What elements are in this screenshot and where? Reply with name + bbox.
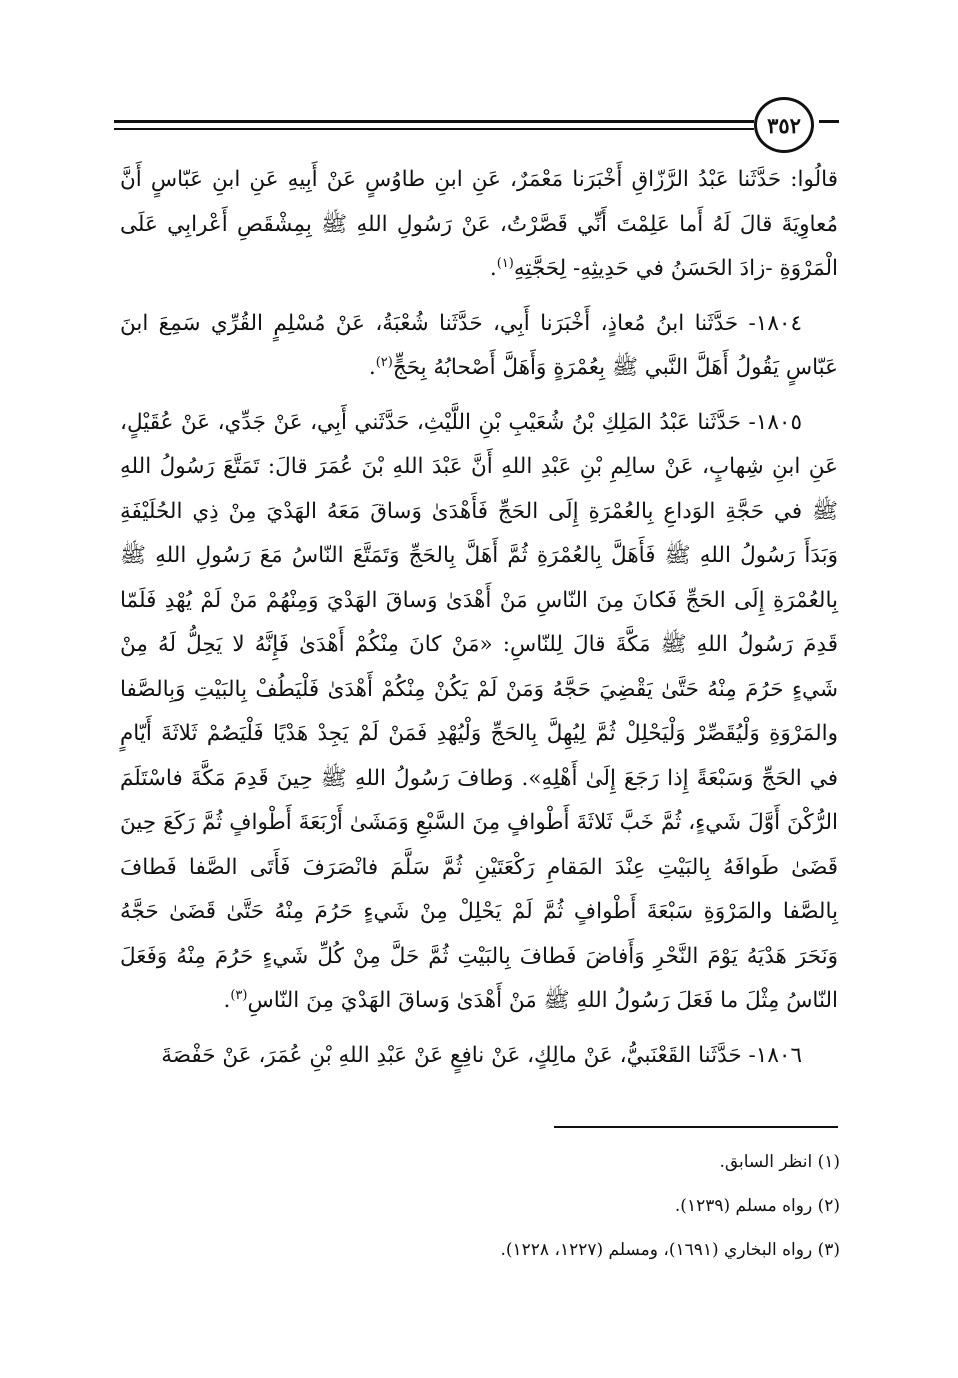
footnote-ref-1: (١) <box>496 255 514 271</box>
main-text <box>120 158 838 1078</box>
hadith-1806 <box>120 1034 838 1079</box>
header-rule-right <box>819 120 839 123</box>
footnotes <box>120 1140 840 1272</box>
paragraph-text: ١٨٠٥- حَدَّثَنا عَبْدُ المَلِكِ بْنُ شُعَيْبِ بْنِ اللَّيْثِ، حَدَّثَني أَبِي، عَنْ جَدِّي، عَنْ عُقَيْلٍ، عَنِ ابنِ شِهابٍ، عَنْ سالِمِ بْنِ عَبْدِ اللهِ أَنَّ عَبْدَ اللهِ بْنَ عُمَرَ قالَ: تَمَتَّعَ رَسُولُ اللهِ ﷺ في حَجَّةِ الوَداعِ بِالعُمْرَةِ إِلَى الحَجِّ فَأَهْدَىٰ وَساقَ مَعَهُ الهَدْيَ مِنْ ذِي الحُلَيْفَةِ وَبَدَأَ رَسُولُ اللهِ ﷺ فَأَهَلَّ بِالعُمْرَةِ ثُمَّ أَهَلَّ بِالحَجِّ وَتَمَتَّعَ النّاسُ مَعَ رَسُولِ اللهِ ﷺ بِالعُمْرَةِ إِلَى الحَجِّ فَكانَ مِنَ النّاسِ مَنْ أَهْدَىٰ وَساقَ الهَدْيَ وَمِنْهُمْ مَنْ لَمْ يُهْدِ فَلَمّا قَدِمَ رَسُولُ اللهِ ﷺ مَكَّةَ قالَ لِلنّاسِ: «مَنْ كانَ مِنْكُمْ أَهْدَىٰ فَإِنَّهُ لا يَحِلُّ لَهُ مِنْ شَيءٍ حَرُمَ مِنْهُ حَتَّىٰ يَقْضِيَ حَجَّهُ وَمَنْ لَمْ يَكُنْ مِنْكُمْ أَهْدَىٰ فَلْيَطُفْ بِالبَيْتِ وَبِالصَّفا والمَرْوَةِ وَلْيُقَصِّرْ وَلْيَحْلِلْ ثُمَّ لِيُهِلَّ بِالحَجِّ وَلْيُهْدِ فَمَنْ لَمْ يَجِدْ هَدْيًا فَلْيَصُمْ ثَلاثَةَ أَيّامٍ في الحَجِّ وَسَبْعَةً إِذا رَجَعَ إِلَىٰ أَهْلِهِ». وَطافَ رَسُولُ اللهِ ﷺ حِينَ قَدِمَ مَكَّةَ فاسْتَلَمَ الرُّكْنَ أَوَّلَ شَيءٍ، ثُمَّ خَبَّ ثَلاثَةَ أَطْوافٍ مِنَ السَّبْعِ وَمَشَىٰ أَرْبَعَةَ أَطْوافٍ ثُمَّ رَكَعَ حِينَ قَضَىٰ طَوافَهُ بِالبَيْتِ عِنْدَ المَقامِ رَكْعَتَيْنِ ثُمَّ سَلَّمَ فانْصَرَفَ فَأَتَى الصَّفا فَطافَ بِالصَّفا والمَرْوَةِ سَبْعَةَ أَطْوافٍ ثُمَّ لَمْ يَحْلِلْ مِنْ شَيءٍ حَرُمَ مِنْهُ حَتَّىٰ قَضَىٰ حَجَّهُ وَنَحَرَ هَدْيَهُ يَوْمَ النَّحْرِ وَأَفاضَ فَطافَ بِالبَيْتِ ثُمَّ حَلَّ مِنْ كُلِّ شَيءٍ حَرُمَ مِنْهُ وَفَعَلَ النّاسُ مِثْلَ ما فَعَلَ رَسُولُ اللهِ ﷺ مَنْ أَهْدَىٰ وَساقَ الهَدْيَ مِنَ النّاسِ <box>120 409 838 1013</box>
footnote-1: (١) انظر السابق. <box>719 1152 840 1172</box>
header-rule-top <box>114 120 754 123</box>
footnote-3: (٣) رواه البخاري (١٦٩١)، ومسلم (١٢٢٧، ١٢٢٨). <box>500 1240 840 1260</box>
footnote-ref-3: (٣) <box>230 987 248 1003</box>
paragraph-text: ١٨٠٤- حَدَّثَنا ابنُ مُعاذٍ، أَخْبَرَنا أَبِي، حَدَّثَنا شُعْبَةُ، عَنْ مُسْلِمٍ القُرِّي سَمِعَ ابنَ عَبّاسٍ يَقُولُ أَهَلَّ النَّبي ﷺ بِعُمْرَةٍ وَأَهَلَّ أَصْحابُهُ بِحَجٍّ <box>120 310 838 380</box>
hadith-1804: ١٨٠٤- حَدَّثَنا ابنُ مُعاذٍ، أَخْبَرَنا أَبِي، حَدَّثَنا شُعْبَةُ، عَنْ مُسْلِمٍ القُرِّي سَمِعَ ابنَ عَبّاسٍ يَقُولُ أَهَلَّ النَّبي ﷺ بِعُمْرَةٍ وَأَهَلَّ أَصْحابُهُ بِحَجٍّ$^{(٢)}$. <box>120 310 838 380</box>
paragraph-1: قالُوا: حَدَّثَنا عَبْدُ الرَّزّاقِ أَخْبَرَنا مَعْمَرٌ، عَنِ ابنِ طاوُسٍ عَنْ أَبِيهِ عَنِ ابنِ عَبّاسٍ أَنَّ مُعاوِيَةَ قالَ لَهُ أَما عَلِمْتَ أَنِّي قَصَّرْتُ، عَنْ رَسُولِ اللهِ ﷺ بِمِشْقَصِ أَعْرابِي عَلَى الْمَرْوَةِ -زادَ الحَسَنُ في حَدِيثِهِ- لِحَجَّتِهِ$^{(١)}$. <box>120 167 838 281</box>
header-rule-bottom <box>114 128 754 130</box>
page-header <box>114 96 838 152</box>
page-number: ٣٥٢ <box>754 97 814 153</box>
footnote-divider <box>554 1126 838 1128</box>
hadith-1805: ١٨٠٥- حَدَّثَنا عَبْدُ المَلِكِ بْنُ شُعَيْبِ بْنِ اللَّيْثِ، حَدَّثَني أَبِي، عَنْ جَدِّي، عَنْ عُقَيْلٍ، عَنِ ابنِ شِهابٍ، عَنْ سالِمِ بْنِ عَبْدِ اللهِ أَنَّ عَبْدَ اللهِ بْنَ عُمَرَ قالَ: تَمَتَّعَ رَسُولُ اللهِ ﷺ في حَجَّةِ الوَداعِ بِالعُمْرَةِ إِلَى الحَجِّ فَأَهْدَىٰ وَساقَ مَعَهُ الهَدْيَ مِنْ ذِي الحُلَيْفَةِ وَبَدَأَ رَسُولُ اللهِ ﷺ فَأَهَلَّ بِالعُمْرَةِ ثُمَّ أَهَلَّ بِالحَجِّ وَتَمَتَّعَ النّاسُ مَعَ رَسُولِ اللهِ ﷺ بِالعُمْرَةِ إِلَى الحَجِّ فَكانَ مِنَ النّاسِ مَنْ أَهْدَىٰ وَساقَ الهَدْيَ وَمِنْهُمْ مَنْ لَمْ يُهْدِ فَلَمّا قَدِمَ رَسُولُ اللهِ ﷺ مَكَّةَ قالَ لِلنّاسِ: «مَنْ كانَ مِنْكُمْ أَهْدَىٰ فَإِنَّهُ لا يَحِلُّ لَهُ مِنْ شَيءٍ حَرُمَ مِنْهُ حَتَّىٰ يَقْضِيَ حَجَّهُ وَمَنْ لَمْ يَكُنْ مِنْكُمْ أَهْدَىٰ فَلْيَطُفْ بِالبَيْتِ وَبِالصَّفا والمَرْوَةِ وَلْيُقَصِّرْ وَلْيَحْلِلْ ثُمَّ لِيُهِلَّ بِالحَجِّ وَلْيُهْدِ فَمَنْ لَمْ يَجِدْ هَدْيًا فَلْيَصُمْ ثَلاثَةَ أَيّامٍ في الحَجِّ وَسَبْعَةً إِذا رَجَعَ إِلَىٰ أَهْلِهِ». وَطافَ رَسُولُ اللهِ ﷺ حِينَ قَدِمَ مَكَّةَ فاسْتَلَمَ الرُّكْنَ أَوَّلَ شَيءٍ، ثُمَّ خَبَّ ثَلاثَةَ أَطْوافٍ مِنَ السَّبْعِ وَمَشَىٰ أَرْبَعَةَ أَطْوافٍ ثُمَّ رَكَعَ حِينَ قَضَىٰ طَوافَهُ بِالبَيْتِ عِنْدَ المَقامِ رَكْعَتَيْنِ ثُمَّ سَلَّمَ فانْصَرَفَ فَأَتَى الصَّفا فَطافَ بِالصَّفا والمَرْوَةِ سَبْعَةَ أَطْوافٍ ثُمَّ لَمْ يَحْلِلْ مِنْ شَيءٍ حَرُمَ مِنْهُ حَتَّىٰ قَضَىٰ حَجَّهُ وَنَحَرَ هَدْيَهُ يَوْمَ النَّحْرِ وَأَفاضَ فَطافَ بِالبَيْتِ ثُمَّ حَلَّ مِنْ كُلِّ شَيءٍ حَرُمَ مِنْهُ وَفَعَلَ النّاسُ مِثْلَ ما فَعَلَ رَسُولُ اللهِ ﷺ مَنْ أَهْدَىٰ وَساقَ الهَدْيَ مِنَ النّاسِ$^{(٣)}$. <box>120 409 838 1013</box>
footnote-2: (٢) رواه مسلم (١٢٣٩). <box>674 1196 840 1216</box>
paragraph-text: ١٨٠٦- حَدَّثَنا القَعْنَبيُّ، عَنْ مالِكٍ، عَنْ نافِعٍ عَنْ عَبْدِ اللهِ بْنِ عُمَرَ، عَنْ حَفْصَةَ <box>161 1042 802 1068</box>
footnote-ref-2: (٢) <box>375 354 393 370</box>
paragraph-text: قالُوا: حَدَّثَنا عَبْدُ الرَّزّاقِ أَخْبَرَنا مَعْمَرٌ، عَنِ ابنِ طاوُسٍ عَنْ أَبِيهِ عَنِ ابنِ عَبّاسٍ أَنَّ مُعاوِيَةَ قالَ لَهُ أَما عَلِمْتَ أَنِّي قَصَّرْتُ، عَنْ رَسُولِ اللهِ ﷺ بِمِشْقَصِ أَعْرابِي عَلَى الْمَرْوَةِ -زادَ الحَسَنُ في حَدِيثِهِ- لِحَجَّتِهِ <box>120 167 838 281</box>
